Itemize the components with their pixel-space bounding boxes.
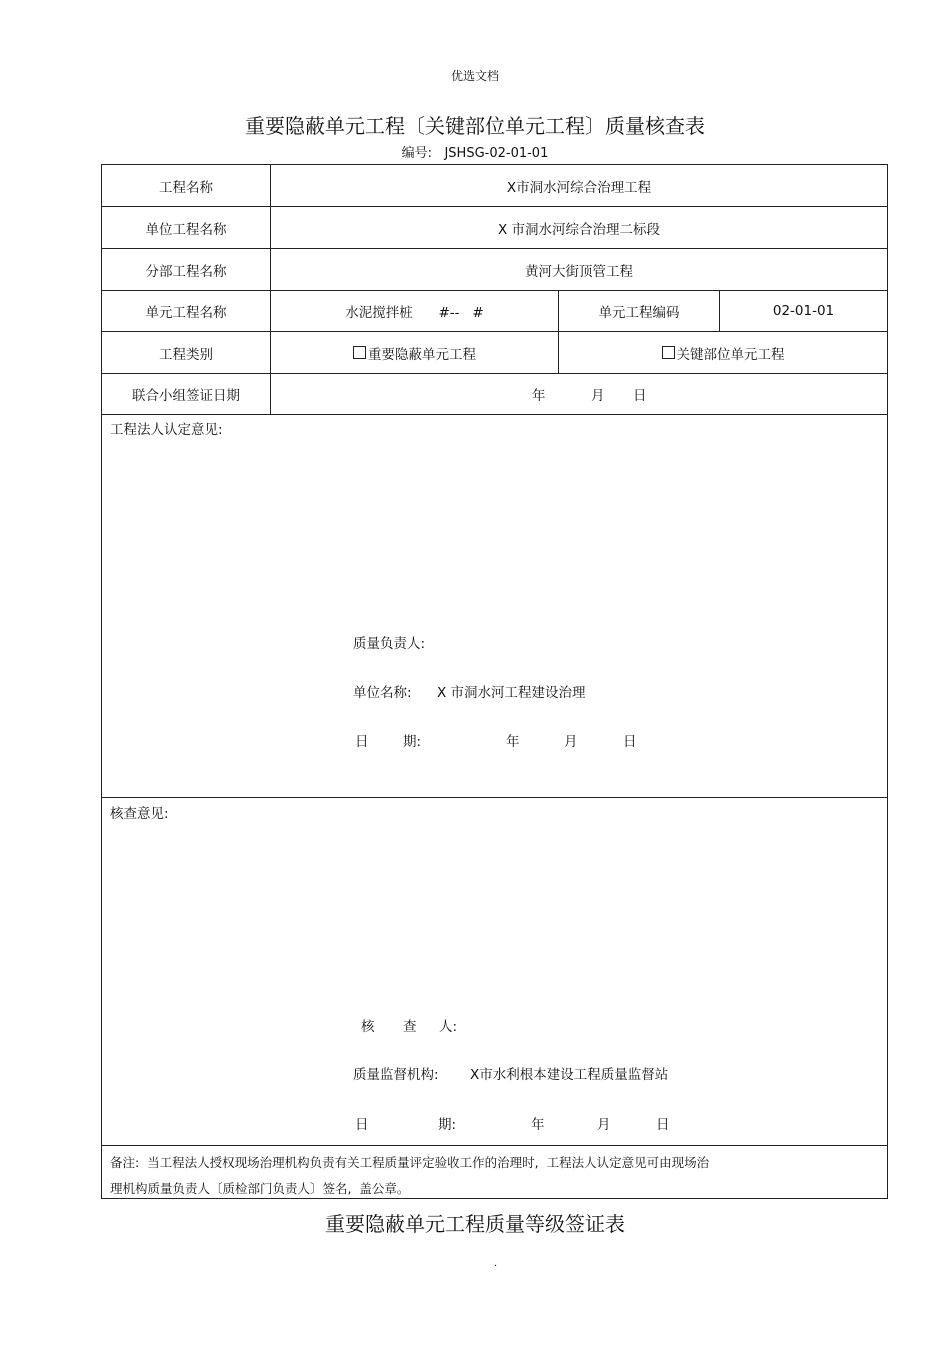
review-opinion-heading: 核查意见:	[110, 806, 169, 822]
form-code-value: JSHSG-02-01-01	[444, 146, 549, 161]
joint-group-date-label: 联合小组签证日期	[132, 388, 240, 404]
owner-date-label-2: 期:	[403, 734, 422, 750]
category-option-key-part[interactable]	[559, 332, 887, 373]
page-header-label: 优选文档	[450, 69, 499, 83]
project-name-value: X市洞水河综合治理工程	[506, 179, 652, 196]
element-project-name-label: 单元工程名称	[145, 305, 227, 321]
remark-line-2: 理机构质量负责人〔质检部门负责人〕签名, 盖公章。	[110, 1181, 410, 1196]
unit-name-label: 单位名称:	[353, 685, 412, 701]
joint-date-month: 月	[591, 388, 605, 404]
checkbox-icon[interactable]	[662, 346, 675, 359]
reviewer-label-2: 查	[403, 1019, 417, 1035]
reviewer-label-3: 人:	[439, 1019, 458, 1035]
owner-opinion-heading: 工程法人认定意见:	[110, 422, 223, 438]
division-project-name-label: 分部工程名称	[145, 263, 227, 280]
review-date-month: 月	[597, 1117, 611, 1133]
owner-date-month: 月	[564, 734, 578, 750]
checkbox-icon[interactable]	[353, 346, 366, 359]
quality-agency-value: X市水利根本建设工程质量监督站	[470, 1067, 669, 1083]
project-name-label: 工程名称	[159, 179, 213, 196]
reviewer-label-1: 核	[361, 1019, 375, 1035]
form-title: 重要隐蔽单元工程〔关键部位单元工程〕质量核查表	[245, 114, 705, 138]
quality-agency-label: 质量监督机构:	[353, 1067, 439, 1083]
remark-line-1: 备注: 当工程法人授权现场治理机构负责有关工程质量评定验收工作的治理时, 工程法人认定意见可由现场治	[110, 1155, 710, 1170]
quality-person-label: 质量负责人:	[353, 636, 426, 652]
joint-date-day: 日	[633, 388, 647, 404]
unit-project-name-value: X 市洞水河综合治理二标段	[497, 221, 661, 238]
footer-mark: .	[494, 1258, 498, 1269]
owner-date-label-1: 日	[355, 734, 369, 750]
category-option-important-hidden[interactable]	[271, 332, 558, 373]
division-project-name-value: 黄河大街顶管工程	[525, 263, 633, 280]
row-divider	[102, 797, 887, 798]
category-option-label: 关键部位单元工程	[676, 346, 785, 363]
element-project-code-value: 02-01-01	[772, 303, 835, 319]
review-date-year: 年	[531, 1117, 545, 1133]
owner-date-year: 年	[506, 734, 520, 750]
form-code	[0, 142, 950, 161]
next-form-title: 重要隐蔽单元工程质量等级签证表	[325, 1212, 625, 1236]
review-date-label-1: 日	[355, 1117, 369, 1133]
category-option-label: 重要隐蔽单元工程	[368, 346, 476, 363]
review-date-day: 日	[656, 1117, 670, 1133]
project-category-label: 工程类别	[159, 346, 213, 363]
owner-date-day: 日	[623, 734, 637, 750]
unit-name-value: X 市洞水河工程建设治理	[437, 685, 586, 701]
row-divider	[102, 1145, 887, 1146]
form-code-label: 编号:	[401, 146, 433, 161]
row-divider	[102, 414, 887, 415]
inspection-form-table	[101, 164, 888, 1199]
element-project-code-label: 单元工程编码	[598, 305, 680, 321]
review-date-label-2: 期:	[438, 1117, 457, 1133]
joint-date-year: 年	[532, 388, 546, 404]
unit-project-name-label: 单位工程名称	[145, 221, 227, 238]
element-project-name-value: 水泥搅拌桩 #-- #	[345, 305, 484, 321]
